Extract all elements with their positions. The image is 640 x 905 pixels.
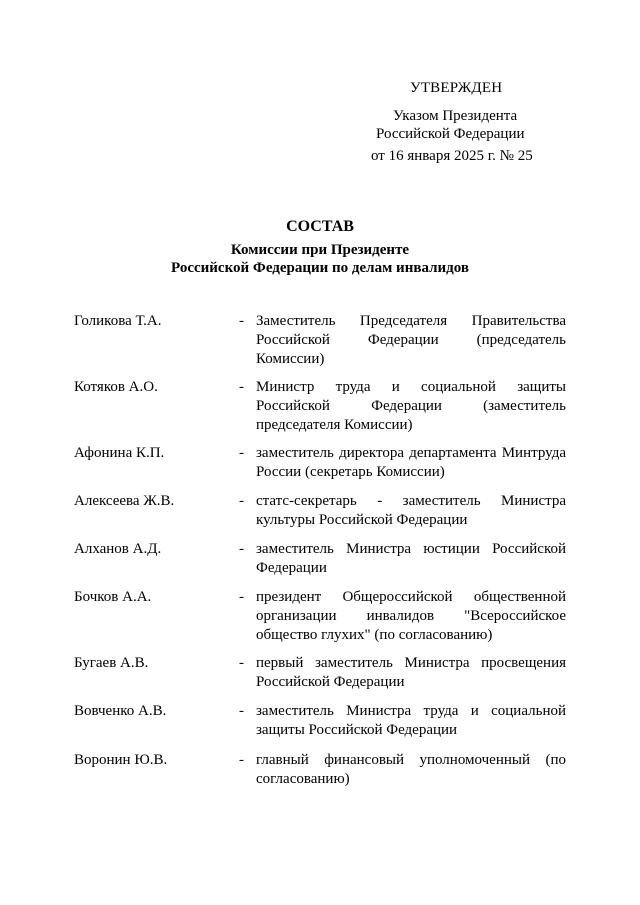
member-role: Заместитель Председателя Правительства Российской Федерации (председатель Комиссии) [256, 313, 566, 367]
member-role: Министр труда и социальной защиты Российской Федерации (заместитель председателя Комиссии) [256, 379, 566, 433]
member-name: Афонина К.П. [74, 445, 165, 461]
member-role: президент Общероссийской общественной организации инвалидов "Всероссийское общество глухих" (по согласованию) [256, 589, 566, 643]
approval-date-line: от 16 января 2025 г. № 25 [371, 148, 533, 164]
member-dash: - [239, 379, 244, 395]
member-role: статс-секретарь - заместитель Министра культуры Российской Федерации [256, 493, 566, 528]
member-dash: - [239, 445, 244, 461]
member-name: Бочков А.А. [74, 589, 152, 605]
member-name: Алханов А.Д. [74, 541, 162, 557]
member-name: Вовченко А.В. [74, 703, 167, 719]
member-dash: - [239, 541, 244, 557]
member-name: Бугаев А.В. [74, 655, 149, 671]
member-dash: - [239, 752, 244, 768]
approval-title: УТВЕРЖДЕН [410, 80, 503, 96]
member-role: заместитель Министра юстиции Российской Федерации [256, 541, 566, 576]
member-role: заместитель Министра труда и социальной защиты Российской Федерации [256, 703, 566, 738]
document-subtitle-line-1: Комиссии при Президенте [230, 242, 410, 258]
member-dash: - [239, 589, 244, 605]
member-name: Котяков А.О. [74, 379, 158, 395]
member-name: Воронин Ю.В. [74, 752, 168, 768]
member-dash: - [239, 703, 244, 719]
member-name: Алексеева Ж.В. [74, 493, 175, 509]
member-dash: - [239, 655, 244, 671]
document-title: СОСТАВ [286, 218, 354, 235]
approval-country-line: Российской Федерации [376, 126, 525, 142]
member-dash: - [239, 313, 244, 329]
member-role: заместитель директора департамента Минтруда России (секретарь Комиссии) [256, 445, 566, 480]
member-role: главный финансовый уполномоченный (по согласованию) [256, 752, 566, 787]
document-subtitle-line-2: Российской Федерации по делам инвалидов [171, 260, 469, 276]
approval-decree-line: Указом Президента [393, 108, 518, 124]
member-name: Голикова Т.А. [74, 313, 162, 329]
member-dash: - [239, 493, 244, 509]
member-role: первый заместитель Министра просвещения Российской Федерации [256, 655, 566, 690]
